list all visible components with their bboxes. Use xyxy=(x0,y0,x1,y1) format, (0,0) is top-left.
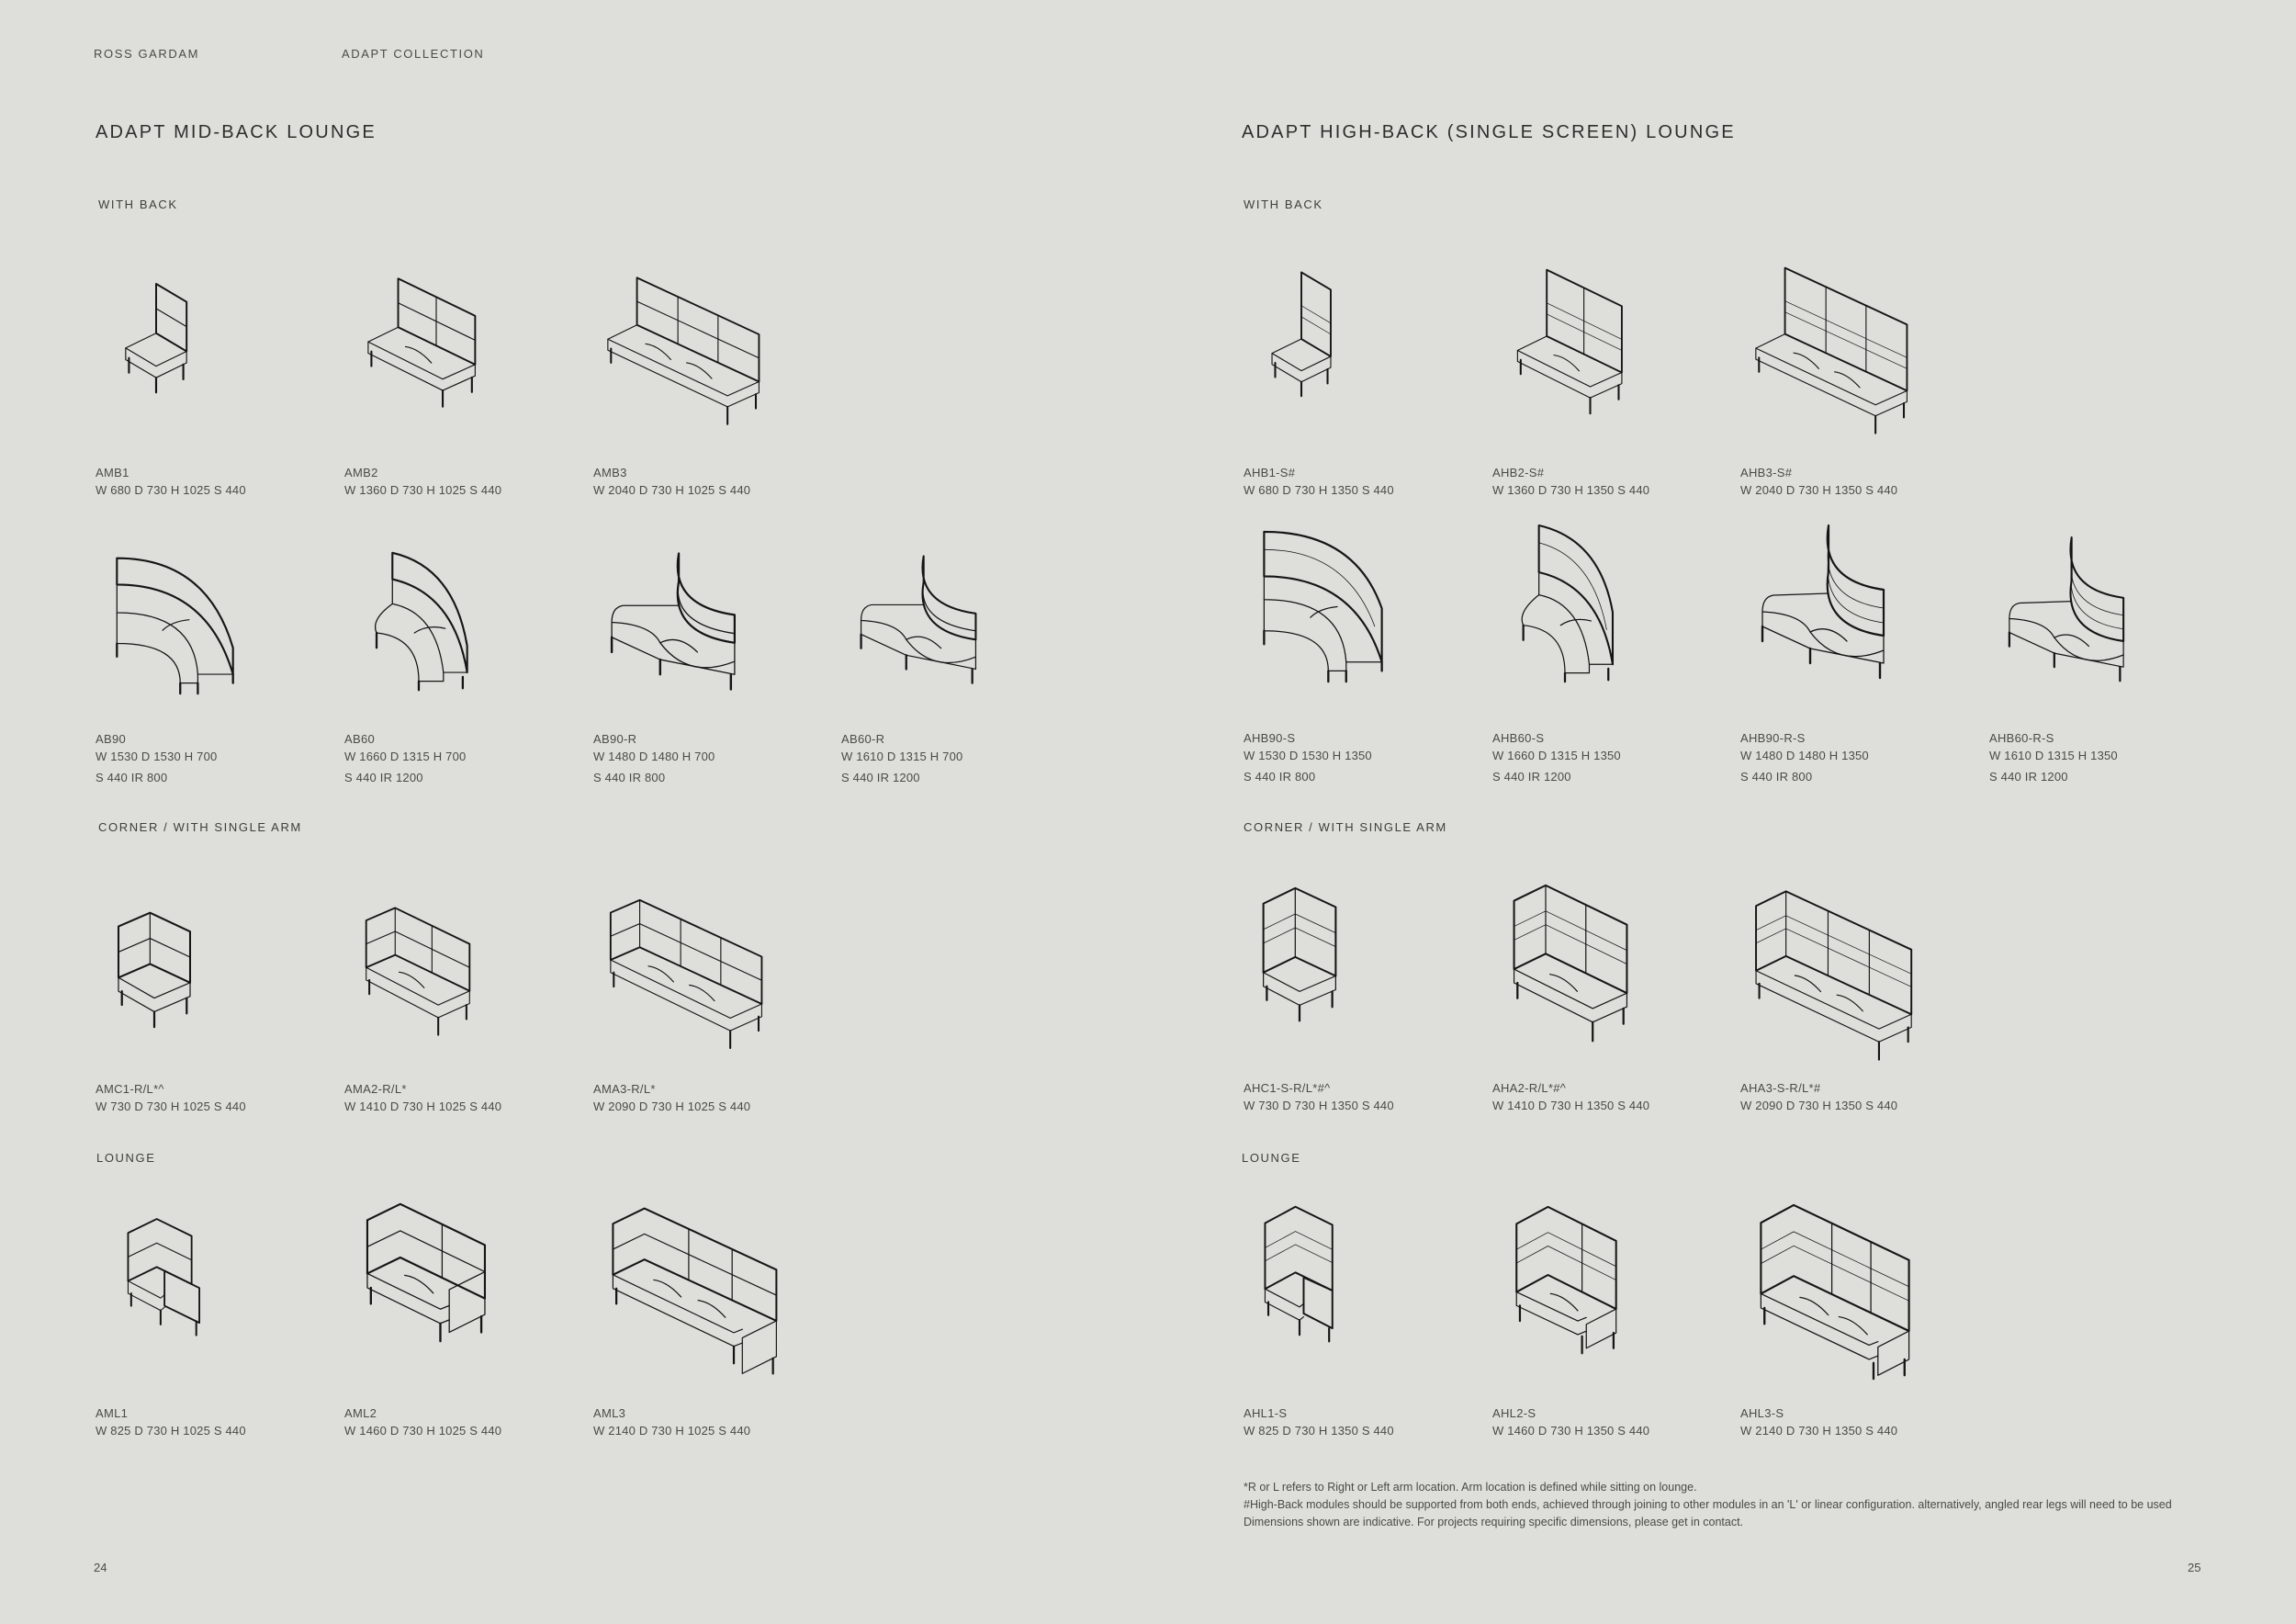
product-code: AMC1-R/L*^ xyxy=(96,1082,164,1096)
product-dims: W 1410 D 730 H 1350 S 440 xyxy=(1492,1099,1650,1112)
product-caption xyxy=(1740,731,1869,787)
product-dims: W 825 D 730 H 1350 S 440 xyxy=(1244,1424,1394,1438)
product-dims-2: S 440 IR 1200 xyxy=(344,771,423,784)
product-code: AML3 xyxy=(593,1406,626,1420)
product-caption xyxy=(344,732,466,788)
product-dims: W 2140 D 730 H 1350 S 440 xyxy=(1740,1424,1898,1438)
product-dims: W 1460 D 730 H 1025 S 440 xyxy=(344,1424,502,1438)
product-dims: W 2090 D 730 H 1025 S 440 xyxy=(593,1100,751,1113)
product-caption xyxy=(1492,1081,1649,1116)
product-dims: W 2140 D 730 H 1025 S 440 xyxy=(593,1424,751,1438)
ahb2-illustration xyxy=(1502,268,1639,415)
product-code: AHB1-S# xyxy=(1244,466,1296,479)
ahb60-r-illustration xyxy=(2002,537,2131,684)
product-dims: W 1460 D 730 H 1350 S 440 xyxy=(1492,1424,1650,1438)
ahl2-illustration xyxy=(1502,1205,1630,1357)
product-code: AHL3-S xyxy=(1740,1406,1784,1420)
product-code: AHB90-R-S xyxy=(1740,731,1806,745)
product-caption xyxy=(1244,1406,1394,1441)
ahb60-illustration xyxy=(1504,525,1626,683)
collection-name: ADAPT COLLECTION xyxy=(342,47,485,61)
product-caption xyxy=(96,1406,246,1441)
product-dims: W 1480 D 1480 H 1350 xyxy=(1740,749,1869,762)
product-dims-2: S 440 IR 1200 xyxy=(1989,770,2068,784)
right-section-lounge: LOUNGE xyxy=(1242,1151,1301,1165)
product-code: AMB2 xyxy=(344,466,378,479)
product-dims-2: S 440 IR 800 xyxy=(96,771,168,784)
ab60-r-illustration xyxy=(854,551,983,689)
product-caption xyxy=(593,466,750,501)
product-dims-2: S 440 IR 800 xyxy=(1740,770,1813,784)
product-caption xyxy=(593,1406,750,1441)
aha2-illustration xyxy=(1502,884,1639,1044)
product-caption xyxy=(1492,731,1621,787)
product-code: AHC1-S-R/L*#^ xyxy=(1244,1081,1331,1095)
product-dims-2: S 440 IR 1200 xyxy=(841,771,920,784)
product-caption xyxy=(1492,466,1649,501)
ahb3-illustration xyxy=(1750,266,1915,436)
product-code: AHB3-S# xyxy=(1740,466,1793,479)
product-code: AHL2-S xyxy=(1492,1406,1536,1420)
product-dims: W 1410 D 730 H 1025 S 440 xyxy=(344,1100,502,1113)
product-caption xyxy=(1740,1081,1897,1116)
product-dims: W 1660 D 1315 H 700 xyxy=(344,750,467,763)
product-dims: W 825 D 730 H 1025 S 440 xyxy=(96,1424,246,1438)
product-code: AB90-R xyxy=(593,732,637,746)
product-dims: W 680 D 730 H 1025 S 440 xyxy=(96,483,246,497)
product-dims: W 730 D 730 H 1025 S 440 xyxy=(96,1100,246,1113)
product-dims: W 1610 D 1315 H 700 xyxy=(841,750,963,763)
product-dims: W 1360 D 730 H 1350 S 440 xyxy=(1492,483,1650,497)
ama2-illustration xyxy=(354,905,482,1038)
product-caption xyxy=(96,732,217,788)
product-dims-2: S 440 IR 800 xyxy=(1244,770,1316,784)
ahb90-r-illustration xyxy=(1754,525,1892,682)
product-code: AHA3-S-R/L*# xyxy=(1740,1081,1821,1095)
product-dims: W 2040 D 730 H 1025 S 440 xyxy=(593,483,751,497)
product-dims: W 680 D 730 H 1350 S 440 xyxy=(1244,483,1394,497)
product-code: AB90 xyxy=(96,732,127,746)
product-dims: W 2040 D 730 H 1350 S 440 xyxy=(1740,483,1898,497)
product-code: AB60 xyxy=(344,732,376,746)
product-caption xyxy=(841,732,962,788)
footnote-dimensions: Dimensions shown are indicative. For projects requiring specific dimensions, please get in contact. xyxy=(1244,1516,1744,1528)
product-code: AML2 xyxy=(344,1406,377,1420)
product-code: AMA2-R/L* xyxy=(344,1082,407,1096)
aml1-illustration xyxy=(112,1214,213,1338)
product-dims-2: S 440 IR 1200 xyxy=(1492,770,1571,784)
product-caption xyxy=(593,732,715,788)
product-dims: W 1530 D 1530 H 700 xyxy=(96,750,218,763)
amc1-illustration xyxy=(108,909,200,1029)
footnotes xyxy=(1244,1479,2254,1531)
product-dims: W 1480 D 1480 H 700 xyxy=(593,750,715,763)
product-dims-2: S 440 IR 800 xyxy=(593,771,666,784)
product-dims: W 1530 D 1530 H 1350 xyxy=(1244,749,1372,762)
left-section-lounge: LOUNGE xyxy=(96,1151,156,1165)
product-code: AHL1-S xyxy=(1244,1406,1288,1420)
ahb90-illustration xyxy=(1256,528,1390,684)
product-code: AHB90-S xyxy=(1244,731,1296,745)
product-caption xyxy=(344,1406,501,1441)
product-caption xyxy=(1740,1406,1897,1441)
page-number-left: 24 xyxy=(94,1561,107,1574)
footnote-high-back: #High-Back modules should be supported from both ends, achieved through joining to other modules in an 'L' or linear configuration. alternatively, angled rear legs will need to be used xyxy=(1244,1498,2172,1511)
product-caption xyxy=(1244,1081,1394,1116)
brand-name: ROSS GARDAM xyxy=(94,47,200,61)
right-section-with-back: WITH BACK xyxy=(1244,197,1323,211)
product-caption xyxy=(344,1082,501,1117)
left-section-corner: CORNER / WITH SINGLE ARM xyxy=(98,820,302,834)
right-section-corner: CORNER / WITH SINGLE ARM xyxy=(1244,820,1447,834)
product-caption xyxy=(1989,731,2118,787)
product-caption xyxy=(1492,1406,1649,1441)
ab60-illustration xyxy=(358,549,479,694)
product-code: AHB60-R-S xyxy=(1989,731,2054,745)
ahc1-illustration xyxy=(1254,886,1345,1024)
product-code: AHB60-S xyxy=(1492,731,1545,745)
product-code: AB60-R xyxy=(841,732,885,746)
ahl1-illustration xyxy=(1254,1205,1345,1345)
product-code: AMB1 xyxy=(96,466,129,479)
product-code: AMB3 xyxy=(593,466,627,479)
product-caption xyxy=(96,466,246,501)
ahl3-illustration xyxy=(1750,1203,1919,1382)
product-code: AHB2-S# xyxy=(1492,466,1545,479)
page-number-right: 25 xyxy=(2188,1561,2201,1574)
footnote-arm: *R or L refers to Right or Left arm location. Arm location is defined while sitting on lounge. xyxy=(1244,1481,1697,1494)
product-code: AML1 xyxy=(96,1406,129,1420)
amb3-illustration xyxy=(602,271,767,432)
amb1-illustration xyxy=(106,276,207,395)
product-code: AHA2-R/L*#^ xyxy=(1492,1081,1567,1095)
right-page-title: ADAPT HIGH-BACK (SINGLE SCREEN) LOUNGE xyxy=(1242,122,1736,142)
ama3-illustration xyxy=(604,896,770,1052)
product-dims: W 1660 D 1315 H 1350 xyxy=(1492,749,1621,762)
product-caption xyxy=(96,1082,246,1117)
left-section-with-back: WITH BACK xyxy=(98,197,178,211)
product-caption xyxy=(344,466,501,501)
aml3-illustration xyxy=(602,1203,785,1378)
product-caption xyxy=(1244,466,1394,501)
aml2-illustration xyxy=(354,1199,496,1346)
product-dims: W 1360 D 730 H 1025 S 440 xyxy=(344,483,502,497)
product-caption xyxy=(1740,466,1897,501)
aha3-illustration xyxy=(1750,884,1919,1067)
ab90-r-illustration xyxy=(604,549,742,694)
product-dims: W 1610 D 1315 H 1350 xyxy=(1989,749,2118,762)
ab90-illustration xyxy=(108,551,242,696)
left-page-title: ADAPT MID-BACK LOUNGE xyxy=(96,122,377,142)
product-dims: W 2090 D 730 H 1350 S 440 xyxy=(1740,1099,1898,1112)
product-code: AMA3-R/L* xyxy=(593,1082,656,1096)
product-caption xyxy=(593,1082,750,1117)
amb2-illustration xyxy=(354,274,491,412)
ahb1-illustration xyxy=(1251,269,1352,398)
product-dims: W 730 D 730 H 1350 S 440 xyxy=(1244,1099,1394,1112)
product-caption xyxy=(1244,731,1372,787)
